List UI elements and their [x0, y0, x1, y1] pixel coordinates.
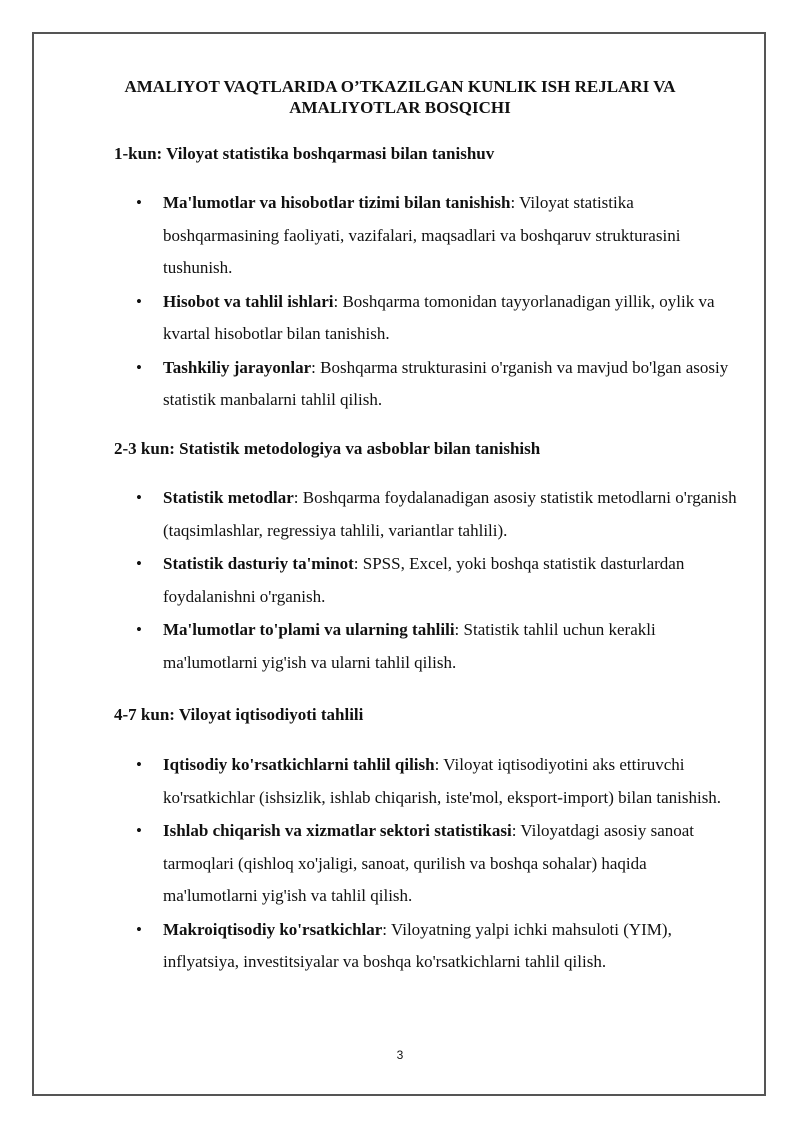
item-text: : Statistik tahlil uchun kerakli ma'lumotlarni yig'ish va ularni tahlil qilish. — [163, 620, 656, 672]
bullet-icon: • — [136, 755, 142, 774]
item-term: Ma'lumotlar va hisobotlar tizimi bilan tanishish — [163, 193, 511, 212]
list-item — [114, 914, 742, 979]
bullet-icon: • — [136, 488, 142, 507]
bullet-icon: • — [136, 291, 142, 311]
item-text: : Viloyatdagi asosiy sanoat tarmoqlari (qishloq xo'jaligi, sanoat, qurilish va boshqa sohalar) haqida ma'lumotlarni yig'ish va tahlil qilish. — [163, 821, 695, 905]
bullet-icon: • — [136, 620, 142, 639]
list-item — [114, 815, 742, 913]
list-item — [114, 548, 742, 613]
item-text: : Viloyat statistika boshqarmasining faoliyati, vazifalari, maqsadlari va boshqaruv strukturasini tushunish. — [163, 193, 681, 277]
item-text: : Boshqarma tomonidan tayyorlanadigan yillik, oylik va kvartal hisobotlar bilan tanishish. — [163, 291, 715, 343]
section-heading-day-2-3: 2-3 kun: Statistik metodologiya va asboblar bilan tanishish — [114, 439, 541, 458]
item-term: Ma'lumotlar to'plami va ularning tahlili — [163, 620, 455, 639]
list-item — [114, 286, 742, 351]
page-number: 3 — [396, 1048, 404, 1062]
item-term: Ishlab chiqarish va xizmatlar sektori statistikasi — [163, 821, 512, 840]
bullet-icon: • — [136, 357, 142, 377]
title-line-2: AMALIYOTLAR BOSQICHI — [289, 98, 511, 117]
item-term: Statistik metodlar — [163, 488, 294, 507]
item-text: : Boshqarma foydalanadigan asosiy statistik metodlarni o'rganish (taqsimlashlar, regressiya tahlili, variantlar tahlili). — [163, 488, 737, 540]
list-item — [114, 187, 742, 285]
bullet-list-day-4-7 — [114, 749, 742, 980]
item-term: Statistik dasturiy ta'minot — [163, 554, 354, 573]
item-term: Makroiqtisodiy ko'rsatkichlar — [163, 919, 383, 939]
bullet-icon: • — [136, 821, 142, 840]
list-item — [114, 352, 742, 417]
list-item — [114, 482, 742, 547]
item-text: : SPSS, Excel, yoki boshqa statistik dasturlardan foydalanishni o'rganish. — [163, 554, 685, 606]
bullet-icon: • — [136, 193, 142, 212]
bullet-icon: • — [136, 919, 142, 939]
title-line-1: AMALIYOT VAQTLARIDA O’TKAZILGAN KUNLIK ISH REJLARI VA — [124, 77, 676, 96]
item-text: : Viloyatning yalpi ichki mahsuloti (YIM), inflyatsiya, investitsiyalar va boshqa ko'rsatkichlarni tahlil qilish. — [163, 919, 672, 971]
item-term: Iqtisodiy ko'rsatkichlarni tahlil qilish — [163, 755, 435, 774]
section-heading-day-1: 1-kun: Viloyat statistika boshqarmasi bilan tanishuv — [114, 144, 495, 163]
section-heading-day-4-7: 4-7 kun: Viloyat iqtisodiyoti tahlili — [114, 705, 364, 724]
bullet-list-day-2-3 — [114, 482, 742, 680]
bullet-list-day-1 — [114, 187, 742, 418]
item-text: : Boshqarma strukturasini o'rganish va mavjud bo'lgan asosiy statistik manbalarni tahlil qilish. — [163, 357, 729, 409]
item-term: Tashkiliy jarayonlar — [163, 357, 312, 377]
document-title — [34, 76, 766, 118]
item-term: Hisobot va tahlil ishlari — [163, 291, 334, 311]
list-item — [114, 614, 742, 679]
list-item — [114, 749, 742, 814]
item-text: : Viloyat iqtisodiyotini aks ettiruvchi ko'rsatkichlar (ishsizlik, ishlab chiqarish, iste'mol, eksport-import) bilan tanishish. — [163, 755, 722, 807]
bullet-icon: • — [136, 554, 142, 573]
